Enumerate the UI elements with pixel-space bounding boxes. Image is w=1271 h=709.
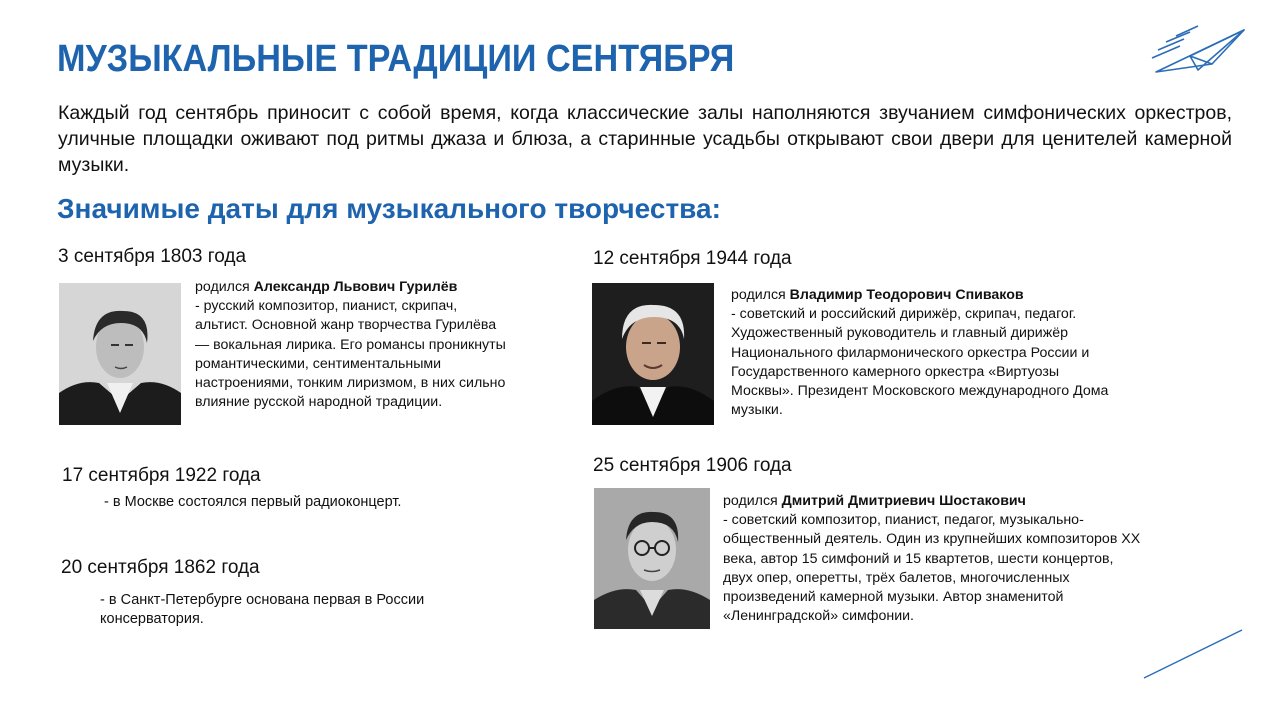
bio-shostakovich-text: - советский композитор, пианист, педагог, музыкально-общественный деятель. Один из крупнейших композиторов XX века, автор 15 симфоний и 15 квартетов, шести концертов, двух опер, оперетты, трёх балетов, многочисленных произведений камерной музыки. Автор знаменитой «Ленинградской» симфонии. <box>723 512 1141 625</box>
section-subtitle: Значимые даты для музыкального творчества: <box>57 193 721 224</box>
decorative-line <box>1140 628 1246 680</box>
date-radio: 17 сентября 1922 года <box>62 465 261 486</box>
bio-gurilev-text: - русский композитор, пианист, скрипач, альтист. Основной жанр творчества Гурилёва — вокальная лирика. Его романсы проникнуты романтическими, сентиментальными настроениями, тонким лиризмом, в них сильно влияние русской народной традиции. <box>195 298 506 411</box>
bio-shostakovich-prefix: родился <box>723 493 782 509</box>
portrait-gurilev <box>59 283 181 425</box>
intro-paragraph: Каждый год сентябрь приносит с собой время, когда классические залы наполняются звучанием симфонических оркестров, уличные площадки оживают под ритмы джаза и блюза, а старинные усадьбы открывают свои двери для ценителей камерной музыки. <box>58 102 1232 176</box>
page-title: МУЗЫКАЛЬНЫЕ ТРАДИЦИИ СЕНТЯБРЯ <box>57 38 735 80</box>
bio-spivakov-name: Владимир Теодорович Спиваков <box>789 287 1024 303</box>
event-radio: - в Москве состоялся первый радиоконцерт. <box>104 494 402 510</box>
bio-spivakov-text: - советский и российский дирижёр, скрипач, педагог. Художественный руководитель и главный дирижёр Национального филармонического оркестра России и Государственного камерного оркестра «Виртуозы Москвы». Президент Московского международного Дома музыки. <box>731 306 1109 419</box>
bio-spivakov <box>731 286 1121 420</box>
event-conservatory: - в Санкт-Петербурге основана первая в России консерватория. <box>100 592 425 627</box>
portrait-spivakov <box>592 283 714 425</box>
portrait-shostakovich <box>594 488 710 629</box>
paper-plane-icon <box>1150 22 1246 78</box>
date-gurilev: 3 сентября 1803 года <box>58 246 247 267</box>
bio-gurilev-name: Александр Львович Гурилёв <box>253 279 458 295</box>
bio-gurilev-prefix: родился <box>195 279 254 295</box>
bio-shostakovich <box>723 492 1143 626</box>
bio-spivakov-prefix: родился <box>731 287 790 303</box>
date-conservatory: 20 сентября 1862 года <box>61 557 260 578</box>
bio-gurilev <box>195 278 510 412</box>
date-shostakovich: 25 сентября 1906 года <box>593 455 792 476</box>
bio-shostakovich-name: Дмитрий Дмитриевич Шостакович <box>781 493 1026 509</box>
date-spivakov: 12 сентября 1944 года <box>593 248 792 269</box>
